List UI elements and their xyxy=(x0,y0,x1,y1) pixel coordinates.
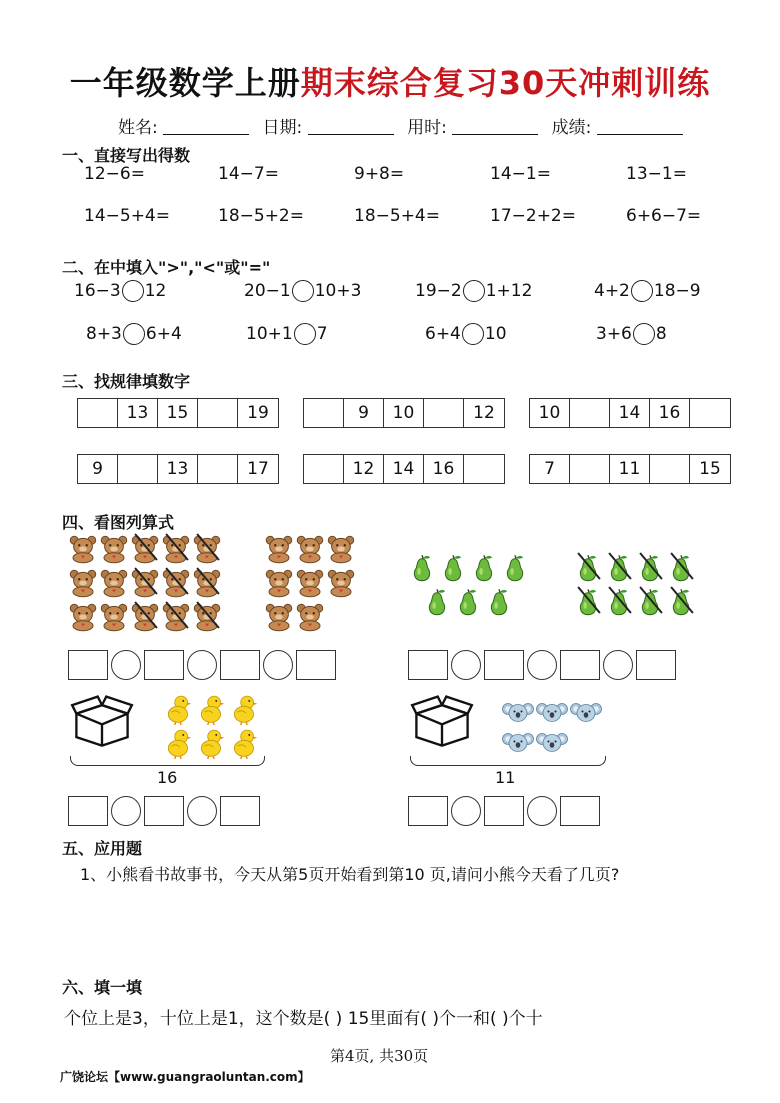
score-label: 成绩: xyxy=(551,118,592,138)
operator-circle[interactable] xyxy=(187,796,217,826)
answer-box[interactable] xyxy=(560,650,600,680)
sequence-row xyxy=(77,398,279,428)
pear-icon xyxy=(425,587,449,617)
sequence-cell[interactable]: 17 xyxy=(247,459,269,479)
sequence-cell[interactable]: 7 xyxy=(530,455,570,483)
koala-icon xyxy=(502,730,534,754)
answer-box[interactable] xyxy=(144,796,184,826)
sequence-cell[interactable]: 13 xyxy=(118,399,158,427)
date-label: 日期: xyxy=(262,118,303,138)
title-red-part: 期末综合复习30天冲刺训练 xyxy=(300,64,711,102)
teddy-bear-icon xyxy=(326,534,356,564)
compare-item: 10+1 7 xyxy=(246,324,328,344)
compare-circle[interactable] xyxy=(294,323,316,345)
time-used-label: 用时: xyxy=(407,118,447,138)
sequence-cell[interactable]: 14 xyxy=(610,399,650,427)
pear-icon xyxy=(472,553,496,583)
sequence-row xyxy=(77,454,279,484)
compare-item: 19−2 1+12 xyxy=(415,281,533,301)
answer-box[interactable] xyxy=(636,650,676,680)
compare-circle[interactable] xyxy=(463,280,485,302)
answer-box[interactable] xyxy=(408,650,448,680)
sequence-cell[interactable]: 15 xyxy=(699,459,721,479)
student-info-row xyxy=(118,113,691,138)
teddy-bear-icon xyxy=(295,568,325,598)
compare-circle[interactable] xyxy=(462,323,484,345)
koala-icon xyxy=(536,730,568,754)
sequence-cell[interactable] xyxy=(78,399,118,427)
compare-item: 20−1 10+3 xyxy=(244,281,362,301)
calc-item: 14−5+4= xyxy=(84,206,170,226)
teddy-bear-icon xyxy=(68,568,98,598)
answer-box[interactable] xyxy=(68,650,108,680)
operator-circle[interactable] xyxy=(111,796,141,826)
sequence-cell[interactable]: 12 xyxy=(473,403,495,423)
koala-icon xyxy=(502,700,534,724)
operator-circle[interactable] xyxy=(187,650,217,680)
calc-item: 18−5+4= xyxy=(354,206,440,226)
sequence-row xyxy=(529,398,731,428)
date-field[interactable] xyxy=(308,119,394,135)
box-icon xyxy=(410,690,474,748)
teddy-bear-icon xyxy=(326,568,356,598)
sequence-cell[interactable]: 13 xyxy=(158,455,198,483)
calc-item: 13−1= xyxy=(626,164,687,184)
answer-box[interactable] xyxy=(484,650,524,680)
sequence-cell[interactable]: 14 xyxy=(384,455,424,483)
answer-row-pears xyxy=(408,650,676,680)
fill-in-question: 个位上是3，十位上是1，这个数是( ) 15里面有( )个一和( )个十 xyxy=(64,1009,543,1029)
calc-item: 6+6−7= xyxy=(626,206,702,226)
sequence-cell[interactable]: 16 xyxy=(650,399,690,427)
section-5-heading: 五、应用题 xyxy=(62,839,143,858)
answer-box[interactable] xyxy=(220,796,260,826)
pear-group xyxy=(410,553,710,623)
score-field[interactable] xyxy=(597,119,683,135)
total-brace-left xyxy=(70,756,265,766)
sequence-cell[interactable] xyxy=(464,455,504,483)
page-title xyxy=(0,58,780,104)
sequence-cell[interactable]: 9 xyxy=(78,455,118,483)
title-black-part: 一年级数学上册 xyxy=(69,64,301,102)
pear-icon xyxy=(441,553,465,583)
calc-item: 17−2+2= xyxy=(490,206,576,226)
compare-circle[interactable] xyxy=(631,280,653,302)
koala-group xyxy=(502,700,612,760)
name-field[interactable] xyxy=(163,119,249,135)
section-2-heading: 二、在中填入">","<"或"=" xyxy=(62,258,271,277)
compare-circle[interactable] xyxy=(123,323,145,345)
operator-circle[interactable] xyxy=(451,650,481,680)
operator-circle[interactable] xyxy=(451,796,481,826)
name-label: 姓名: xyxy=(118,118,158,138)
sequence-cell[interactable]: 12 xyxy=(344,455,384,483)
sequence-cell[interactable] xyxy=(304,455,344,483)
sequence-cell[interactable]: 16 xyxy=(424,455,464,483)
sequence-cell[interactable] xyxy=(650,455,690,483)
teddy-bear-icon xyxy=(295,602,325,632)
answer-row-koalas xyxy=(408,796,600,826)
section-1-heading: 一、直接写出得数 xyxy=(62,146,191,165)
chick-icon xyxy=(231,694,259,726)
sequence-cell[interactable] xyxy=(198,399,238,427)
operator-circle[interactable] xyxy=(263,650,293,680)
chick-icon xyxy=(198,694,226,726)
calc-item: 18−5+2= xyxy=(218,206,304,226)
teddy-bear-icon xyxy=(99,568,129,598)
compare-circle[interactable] xyxy=(292,280,314,302)
sequence-cell[interactable]: 10 xyxy=(530,399,570,427)
answer-box[interactable] xyxy=(560,796,600,826)
answer-box[interactable] xyxy=(68,796,108,826)
koala-icon xyxy=(536,700,568,724)
operator-circle[interactable] xyxy=(527,796,557,826)
answer-box[interactable] xyxy=(220,650,260,680)
sequence-row xyxy=(303,398,505,428)
total-label-right: 11 xyxy=(495,768,516,787)
total-brace-right xyxy=(410,756,606,766)
section-6-heading: 六、填一填 xyxy=(62,978,143,997)
calc-item: 9+8= xyxy=(354,164,405,184)
section-4-heading: 四、看图列算式 xyxy=(62,513,175,532)
teddy-bear-icon xyxy=(264,602,294,632)
time-used-field[interactable] xyxy=(452,119,538,135)
compare-item: 4+2 18−9 xyxy=(594,281,701,301)
sequence-cell[interactable]: 19 xyxy=(247,403,269,423)
calc-item: 14−7= xyxy=(218,164,279,184)
compare-circle[interactable] xyxy=(633,323,655,345)
teddy-bear-icon xyxy=(264,534,294,564)
sequence-cell[interactable]: 9 xyxy=(344,399,384,427)
sequence-cell[interactable] xyxy=(570,399,610,427)
compare-item: 3+6 8 xyxy=(596,324,667,344)
sequence-cell[interactable]: 10 xyxy=(384,399,424,427)
answer-box[interactable] xyxy=(484,796,524,826)
calc-item: 12−6= xyxy=(84,164,145,184)
sequence-cell[interactable] xyxy=(198,455,238,483)
koala-icon xyxy=(570,700,602,724)
compare-item: 8+3 6+4 xyxy=(86,324,182,344)
sequence-cell[interactable] xyxy=(424,399,464,427)
site-watermark: 广饶论坛【www.guangraoluntan.com】 xyxy=(60,1070,310,1084)
chick-group xyxy=(165,694,265,764)
pear-icon xyxy=(456,587,480,617)
section-3-heading: 三、找规律填数字 xyxy=(62,372,191,391)
answer-box[interactable] xyxy=(296,650,336,680)
answer-row-bears xyxy=(68,650,336,680)
sequence-cell[interactable]: 15 xyxy=(158,399,198,427)
compare-item: 16−3 12 xyxy=(74,281,167,301)
sequence-row xyxy=(529,454,731,484)
box-icon xyxy=(70,690,134,748)
teddy-bear-icon xyxy=(295,534,325,564)
answer-row-chicks xyxy=(68,796,260,826)
operator-circle[interactable] xyxy=(603,650,633,680)
teddy-bear-icon xyxy=(68,534,98,564)
compare-circle[interactable] xyxy=(122,280,144,302)
answer-box[interactable] xyxy=(144,650,184,680)
sequence-cell[interactable] xyxy=(690,399,730,427)
teddy-bear-icon xyxy=(99,534,129,564)
sequence-cell[interactable] xyxy=(118,455,158,483)
teddy-bear-icon xyxy=(264,568,294,598)
total-label-left: 16 xyxy=(157,768,178,787)
teddy-bear-group xyxy=(68,532,358,636)
compare-item: 6+4 10 xyxy=(425,324,507,344)
teddy-bear-icon xyxy=(99,602,129,632)
operator-circle[interactable] xyxy=(111,650,141,680)
calc-item: 14−1= xyxy=(490,164,551,184)
pear-icon xyxy=(503,553,527,583)
teddy-bear-icon xyxy=(68,602,98,632)
sequence-cell[interactable] xyxy=(304,399,344,427)
page-number: 第4页, 共30页 xyxy=(330,1047,429,1065)
chick-icon xyxy=(165,694,193,726)
answer-box[interactable] xyxy=(408,796,448,826)
pear-icon xyxy=(487,587,511,617)
operator-circle[interactable] xyxy=(527,650,557,680)
sequence-row xyxy=(303,454,505,484)
word-problem: 1、小熊看书故事书，今天从第5页开始看到第10 页,请问小熊今天看了几页? xyxy=(80,865,620,884)
sequence-cell[interactable] xyxy=(570,455,610,483)
pear-icon xyxy=(410,553,434,583)
sequence-cell[interactable]: 11 xyxy=(610,455,650,483)
